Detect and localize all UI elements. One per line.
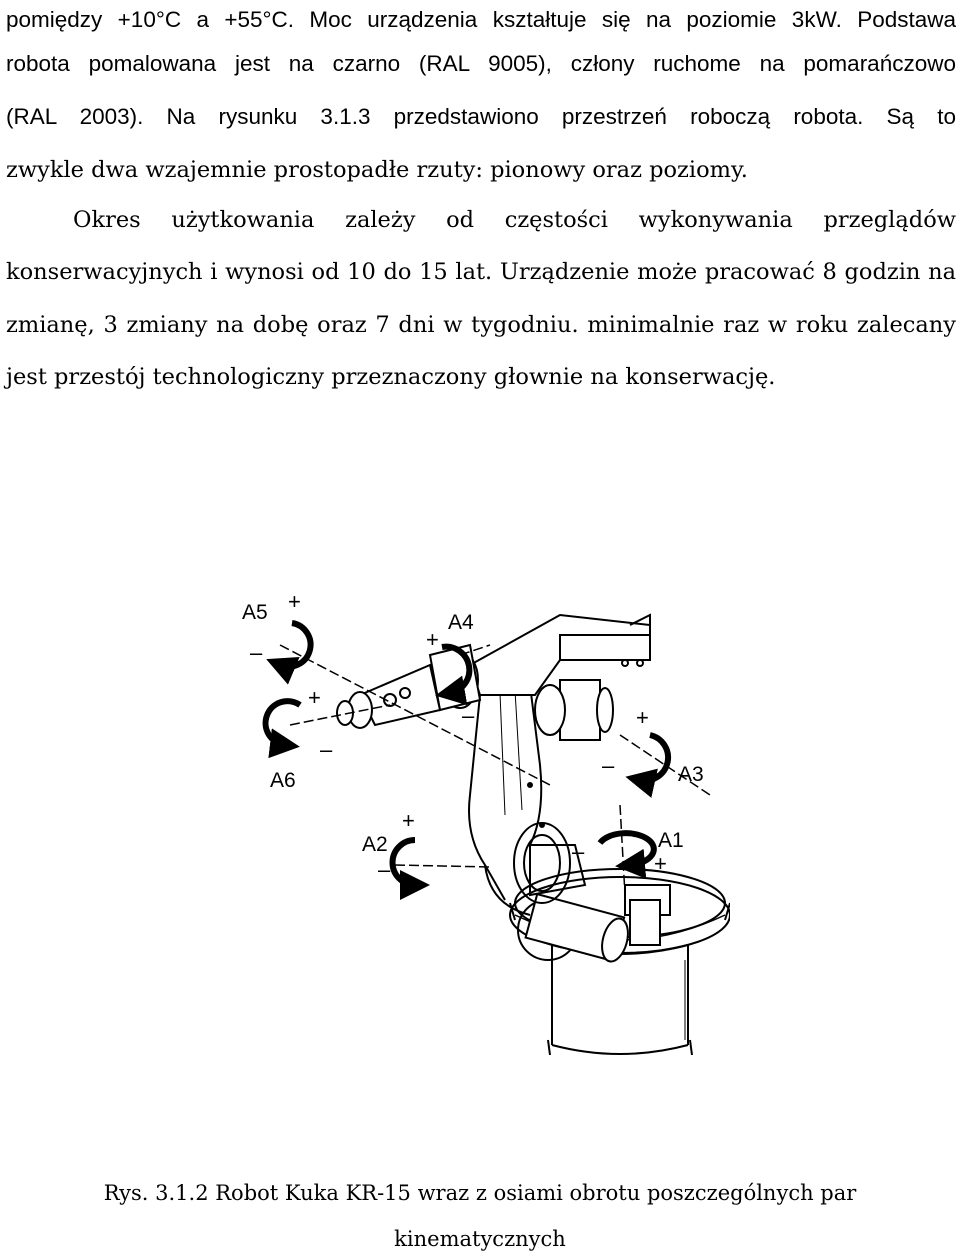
- axis-a5-minus: –: [250, 640, 263, 665]
- axis-a6-plus: +: [308, 685, 321, 710]
- axis-a5-label: A5: [242, 601, 268, 624]
- axis-a2-label: A2: [362, 833, 388, 856]
- paragraph-2-line-4: jest przestój technologiczny przeznaczony głownie na konserwację.: [6, 364, 776, 390]
- paragraph-2-line-3: zmianę, 3 zmiany na dobę oraz 7 dni w tygodniu. minimalnie raz w roku zalecany: [6, 312, 956, 338]
- a2-rotation-icon: [393, 840, 416, 885]
- robot-upper-arm: [470, 615, 650, 740]
- axis-a6-minus: –: [320, 737, 333, 762]
- axis-a1-plus: +: [654, 851, 667, 876]
- paragraph-1-line-4: zwykle dwa wzajemnie prostopadłe rzuty: pionowy oraz poziomy.: [6, 157, 748, 183]
- axis-a4-label: A4: [448, 611, 474, 634]
- robot-kuka-figure: [230, 585, 730, 1055]
- axis-a2-minus: –: [378, 857, 391, 882]
- axis-a5-plus: +: [288, 589, 301, 614]
- a1-rotation-icon: [600, 833, 654, 865]
- axis-a3-plus: +: [636, 705, 649, 730]
- paragraph-2-line-2: konserwacyjnych i wynosi od 10 do 15 lat. Urządzenie może pracować 8 godzin na: [6, 259, 956, 285]
- paragraph-1-line-3: (RAL 2003). Na rysunku 3.1.3 przedstawiono przestrzeń roboczą robota. Są to: [6, 104, 956, 129]
- axis-a3-minus: –: [602, 753, 615, 778]
- a5-rotation-icon: [280, 623, 311, 667]
- axis-a4-plus: +: [426, 627, 439, 652]
- figure-caption-line-2: kinematycznych: [394, 1227, 566, 1251]
- axis-a1-minus: –: [572, 839, 585, 864]
- axis-a1-label: A1: [658, 829, 684, 852]
- paragraph-1-line-1: pomiędzy +10°C a +55°C. Moc urządzenia kształtuje się na poziomie 3kW. Podstawa: [6, 7, 956, 32]
- axis-a4-minus: –: [462, 703, 475, 728]
- a3-rotation-icon: [640, 735, 668, 781]
- axis-a2-plus: +: [402, 808, 415, 833]
- a6-rotation-icon: [266, 701, 300, 745]
- axis-a3-label: A3: [678, 763, 704, 786]
- paragraph-2-line-1: Okres użytkowania zależy od częstości wykonywania przeglądów: [73, 207, 956, 233]
- axis-a6-label: A6: [270, 769, 296, 792]
- paragraph-1-line-2: robota pomalowana jest na czarno (RAL 9005), człony ruchome na pomarańczowo: [6, 51, 956, 76]
- figure-caption-line-1: Rys. 3.1.2 Robot Kuka KR-15 wraz z osiami obrotu poszczególnych par: [103, 1181, 857, 1205]
